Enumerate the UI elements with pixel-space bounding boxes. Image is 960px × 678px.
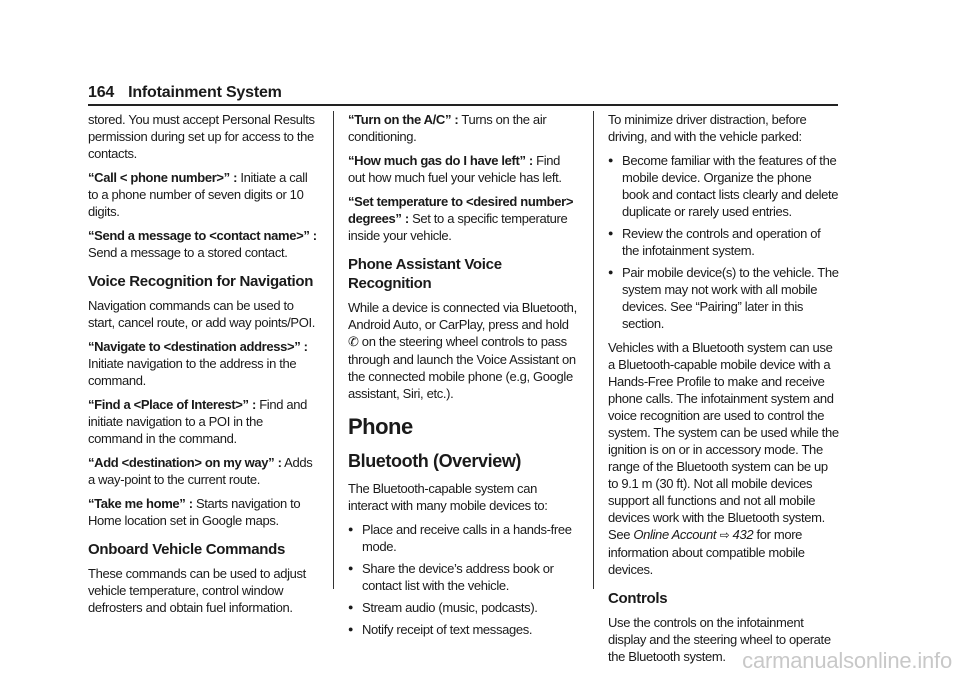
command-ac xyxy=(348,111,580,145)
command-label: “Find a <Place of Interest>” : xyxy=(88,397,256,412)
column-2 xyxy=(348,111,580,645)
list-item: ● Stream audio (music, podcasts). xyxy=(348,599,580,616)
column-3 xyxy=(608,111,840,672)
paragraph-voice-assistant xyxy=(348,299,580,402)
command-desc: Initiate navigation to the address in the command. xyxy=(88,356,297,388)
command-desc: Starts navigation to Home location set in Google maps. xyxy=(88,496,301,528)
paragraph-bluetooth-system xyxy=(608,339,840,578)
watermark: carmanualsonline.info xyxy=(742,648,952,673)
list-item: ● Notify receipt of text messages. xyxy=(348,621,580,638)
list-item: ● Review the controls and operation of the infotainment system. xyxy=(608,225,840,259)
heading-bluetooth-overview: Bluetooth (Overview) xyxy=(348,451,522,471)
column-divider-2 xyxy=(593,111,594,589)
command-add-waypoint xyxy=(88,454,320,488)
bluetooth-feature-list xyxy=(348,521,580,638)
command-label: “Add <destination> on my way” : xyxy=(88,455,282,470)
list-item: ● Share the device’s address book or contact list with the vehicle. xyxy=(348,560,580,594)
command-navigate xyxy=(88,338,320,389)
paragraph: These commands can be used to adjust vehicle temperature, control window defrosters and obtain fuel information. xyxy=(88,566,306,615)
command-desc: Send a message to a stored contact. xyxy=(88,245,288,260)
command-desc: Find and initiate navigation to a POI in the command in the command. xyxy=(88,397,308,446)
command-label: “Send a message to <contact name>” : xyxy=(88,228,317,243)
command-label: “Set temperature to <desired number> degrees” : xyxy=(348,194,574,226)
command-label: “Call < phone number>” : xyxy=(88,170,238,185)
cross-reference-link[interactable]: Online Account xyxy=(633,527,717,542)
command-send-message xyxy=(88,227,320,261)
paragraph: The Bluetooth-capable system can interact with many mobile devices to: xyxy=(348,481,548,513)
page-header xyxy=(88,84,282,102)
command-gas xyxy=(348,152,580,186)
page-arrow-icon: ⇨ xyxy=(716,528,730,542)
command-label: “How much gas do I have left” : xyxy=(348,153,533,168)
command-call xyxy=(88,169,320,220)
column-divider-1 xyxy=(333,111,334,589)
paragraph: Use the controls on the infotainment display and the steering wheel to operate the Bluetooth system. xyxy=(608,615,831,664)
header-rule xyxy=(88,104,838,106)
list-item: ● Place and receive calls in a hands-free mode. xyxy=(348,521,580,555)
command-temperature xyxy=(348,193,580,244)
text: Vehicles with a Bluetooth system can use a Bluetooth-capable mobile device with a Hands-Free Profile to make and receive phone calls. The infotainment system and voice recognition are used to control the system. The system can be used while the ignition is on or in accessory mode. The range of the Bluetooth system can be up to 9.1 m (30 ft). Not all mobile devices support all functions and not all mobile devices work with the Bluetooth system. See xyxy=(608,340,839,542)
heading-onboard-commands: Onboard Vehicle Commands xyxy=(88,541,286,558)
command-desc: Turns on the air conditioning. xyxy=(348,112,547,144)
column-1 xyxy=(88,111,320,623)
command-find xyxy=(88,396,320,447)
section-title: Infotainment System xyxy=(128,84,282,101)
heading-phone: Phone xyxy=(348,414,413,439)
command-desc: Find out how much fuel your vehicle has left. xyxy=(348,153,562,185)
heading-controls: Controls xyxy=(608,590,668,607)
text: for more information about compatible mobile devices. xyxy=(608,527,805,577)
text: on the steering wheel controls to pass through and launch the Voice Assistant on the connected mobile phone (e.g, Google assistant, Siri, etc.). xyxy=(348,334,576,401)
command-desc: Adds a way-point to the current route. xyxy=(88,455,313,487)
command-label: “Turn on the A/C” : xyxy=(348,112,459,127)
command-desc: Initiate a call to a phone number of seven digits or 10 digits. xyxy=(88,170,308,219)
list-item: ● Become familiar with the features of the mobile device. Organize the phone book and contact lists clearly and delete duplicate or rarely used entries. xyxy=(608,152,840,220)
heading-phone-assistant: Phone Assistant Voice Recognition xyxy=(348,256,502,292)
command-label: “Navigate to <destination address>” : xyxy=(88,339,308,354)
driver-distraction-list xyxy=(608,152,840,332)
command-desc: Set to a specific temperature inside your vehicle. xyxy=(348,211,568,243)
list-item: ● Pair mobile device(s) to the vehicle. The system may not work with all mobile devices. See “Pairing” later in this section. xyxy=(608,264,840,332)
voice-button-icon: ✆ xyxy=(348,335,359,350)
page-reference[interactable]: 432 xyxy=(729,527,754,542)
command-label: “Take me home” : xyxy=(88,496,193,511)
paragraph: stored. You must accept Personal Results permission during set up for access to the contacts. xyxy=(88,112,315,161)
text: While a device is connected via Bluetooth, Android Auto, or CarPlay, press and hold xyxy=(348,300,577,332)
page-number: 164 xyxy=(88,84,115,101)
paragraph: Navigation commands can be used to start, cancel route, or add way points/POI. xyxy=(88,298,316,330)
command-take-me-home xyxy=(88,495,320,529)
paragraph: To minimize driver distraction, before driving, and with the vehicle parked: xyxy=(608,112,807,144)
heading-voice-navigation: Voice Recognition for Navigation xyxy=(88,273,314,290)
